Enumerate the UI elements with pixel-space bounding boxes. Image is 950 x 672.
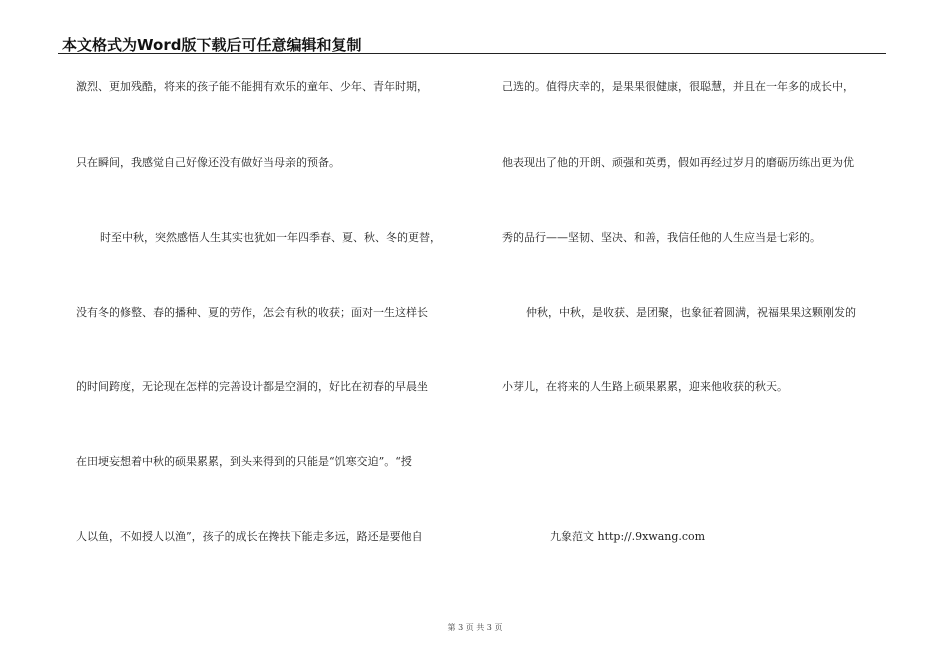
paragraph-line: 秀的品行——坚韧、坚决、和善，我信任他的人生应当是七彩的。 [502,231,821,244]
paragraph-line: 没有冬的修整、春的播种、夏的劳作，怎会有秋的收获；面对一生这样长 [76,306,428,319]
paragraph-line: 小芽儿，在将来的人生路上硕果累累，迎来他收获的秋天。 [502,380,788,393]
paragraph-line: 时至中秋，突然感悟人生其实也犹如一年四季春、夏、秋、冬的更替， [100,231,441,244]
paragraph-line: 在田埂妄想着中秋的硕果累累，到头来得到的只能是“饥寒交迫”。“授 [76,455,412,468]
document-header-title: 本文格式为Word版下载后可任意编辑和复制 [62,36,362,54]
paragraph-line: 己选的。值得庆幸的，是果果很健康，很聪慧，并且在一年多的成长中， [502,80,854,93]
paragraph-line: 人以鱼，不如授人以渔”，孩子的成长在搀扶下能走多远，路还是要他自 [76,530,423,543]
paragraph-line: 只在瞬间，我感觉自己好像还没有做好当母亲的预备。 [76,156,340,169]
paragraph-line: 仲秋，中秋，是收获、是团聚，也象征着圆满，祝福果果这颗刚发的 [526,306,856,319]
page-number: 第 3 页 共 3 页 [447,623,503,632]
paragraph-line: 他表现出了他的开朗、顽强和英勇，假如再经过岁月的磨砺历练出更为优 [502,156,854,169]
header-divider [58,53,886,54]
paragraph-line: 激烈、更加残酷，将来的孩子能不能拥有欢乐的童年、少年、青年时期， [76,80,428,93]
source-attribution: 九象范文 http://.9xwang.com [550,530,706,543]
paragraph-line: 的时间跨度，无论现在怎样的完善设计都是空洞的，好比在初春的早晨坐 [76,380,428,393]
